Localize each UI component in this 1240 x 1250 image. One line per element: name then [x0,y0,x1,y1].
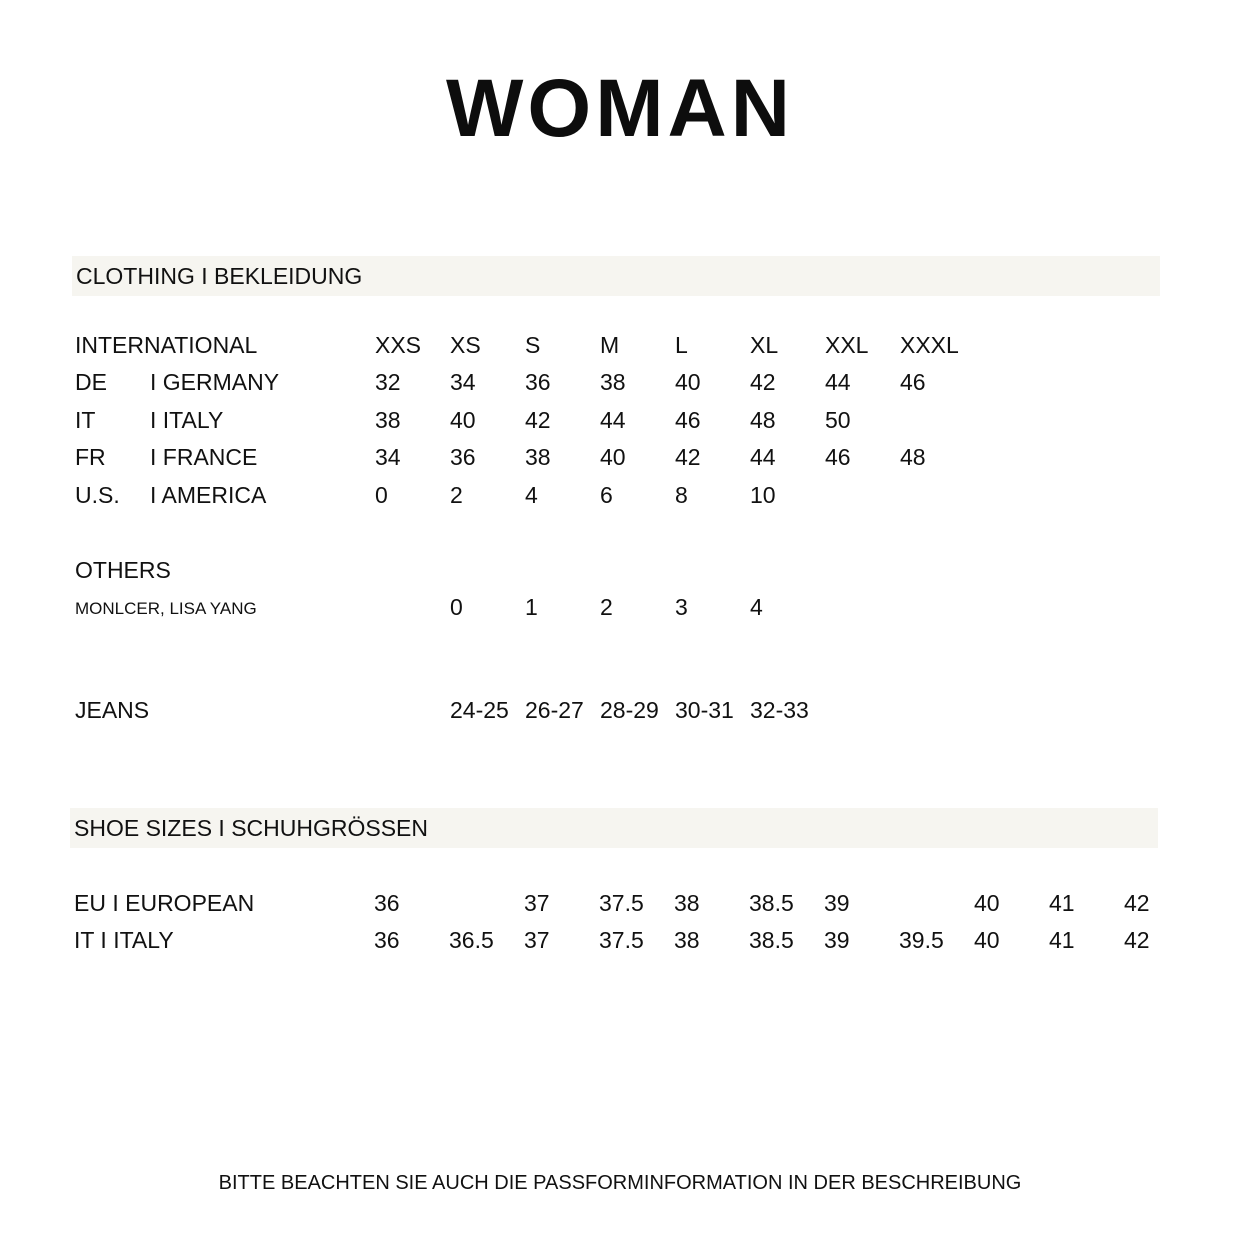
country-name: I GERMANY [150,369,280,395]
jeans-value: 24-25 [450,697,509,723]
size-value: 4 [525,482,538,508]
page-title: WOMAN [446,63,794,154]
size-header: XL [750,332,779,358]
shoe-size-value: 36 [374,927,400,953]
size-header: S [525,332,541,358]
country-code: U.S. [75,482,120,508]
size-value: 36 [450,444,476,470]
shoe-row-label: EU I EUROPEAN [74,890,255,916]
size-value: 38 [600,369,626,395]
size-value: 48 [750,407,776,433]
others-brands: MONLCER, LISA YANG [75,599,257,618]
shoe-size-value: 38.5 [749,890,794,916]
country-code: FR [75,444,106,470]
shoe-section-heading: SHOE SIZES I SCHUHGRÖSSEN [70,808,1158,848]
shoe-size-value: 40 [974,927,1000,953]
size-header: M [600,332,620,358]
size-value: 38 [525,444,551,470]
size-value: 34 [375,444,401,470]
others-value: 0 [450,594,463,620]
size-value: 46 [900,369,926,395]
shoe-size-value: 41 [1049,890,1075,916]
country-code: DE [75,369,107,395]
country-name: I FRANCE [150,444,258,470]
country-name: I AMERICA [150,482,267,508]
size-header: L [675,332,688,358]
size-value: 50 [825,407,851,433]
jeans-value: 32-33 [750,697,809,723]
shoe-size-value: 39 [824,927,850,953]
shoe-size-value: 37 [524,927,550,953]
others-value: 4 [750,594,763,620]
others-label: OTHERS [75,557,171,583]
jeans-value: 28-29 [600,697,659,723]
size-value: 6 [600,482,613,508]
size-value: 36 [525,369,551,395]
shoe-size-value: 37.5 [599,927,644,953]
shoe-size-value: 38 [674,890,700,916]
others-value: 1 [525,594,538,620]
size-header: XS [450,332,481,358]
size-value: 32 [375,369,401,395]
shoe-size-value: 42 [1124,890,1150,916]
header-label: INTERNATIONAL [75,332,258,358]
size-value: 40 [675,369,701,395]
shoe-size-value: 37.5 [599,890,644,916]
size-value: 10 [750,482,776,508]
size-value: 40 [450,407,476,433]
size-value: 48 [900,444,926,470]
others-value: 3 [675,594,688,620]
size-header: XXL [825,332,869,358]
jeans-value: 30-31 [675,697,734,723]
size-value: 42 [750,369,776,395]
shoe-row-label: IT I ITALY [74,927,174,953]
shoe-size-value: 42 [1124,927,1150,953]
jeans-label: JEANS [75,697,150,723]
country-code: IT [75,407,96,433]
size-header: XXS [375,332,422,358]
size-value: 8 [675,482,688,508]
clothing-section-heading: CLOTHING I BEKLEIDUNG [72,256,1160,296]
shoe-size-value: 39.5 [899,927,944,953]
size-value: 42 [675,444,701,470]
size-value: 44 [600,407,626,433]
fit-information-note: BITTE BEACHTEN SIE AUCH DIE PASSFORMINFORMATION IN DER BESCHREIBUNG [218,1172,1022,1194]
size-value: 38 [375,407,401,433]
size-header: XXXL [900,332,959,358]
shoe-size-value: 37 [524,890,550,916]
size-value: 46 [675,407,701,433]
size-value: 2 [450,482,463,508]
size-value: 34 [450,369,476,395]
shoe-size-value: 40 [974,890,1000,916]
size-value: 44 [825,369,851,395]
country-name: I ITALY [150,407,224,433]
size-value: 46 [825,444,851,470]
size-value: 40 [600,444,626,470]
jeans-value: 26-27 [525,697,584,723]
shoe-size-value: 38.5 [749,927,794,953]
size-value: 44 [750,444,776,470]
shoe-size-value: 36 [374,890,400,916]
size-value: 42 [525,407,551,433]
shoe-size-value: 39 [824,890,850,916]
shoe-size-value: 36.5 [449,927,494,953]
others-value: 2 [600,594,613,620]
shoe-size-value: 38 [674,927,700,953]
size-value: 0 [375,482,388,508]
shoe-size-value: 41 [1049,927,1075,953]
